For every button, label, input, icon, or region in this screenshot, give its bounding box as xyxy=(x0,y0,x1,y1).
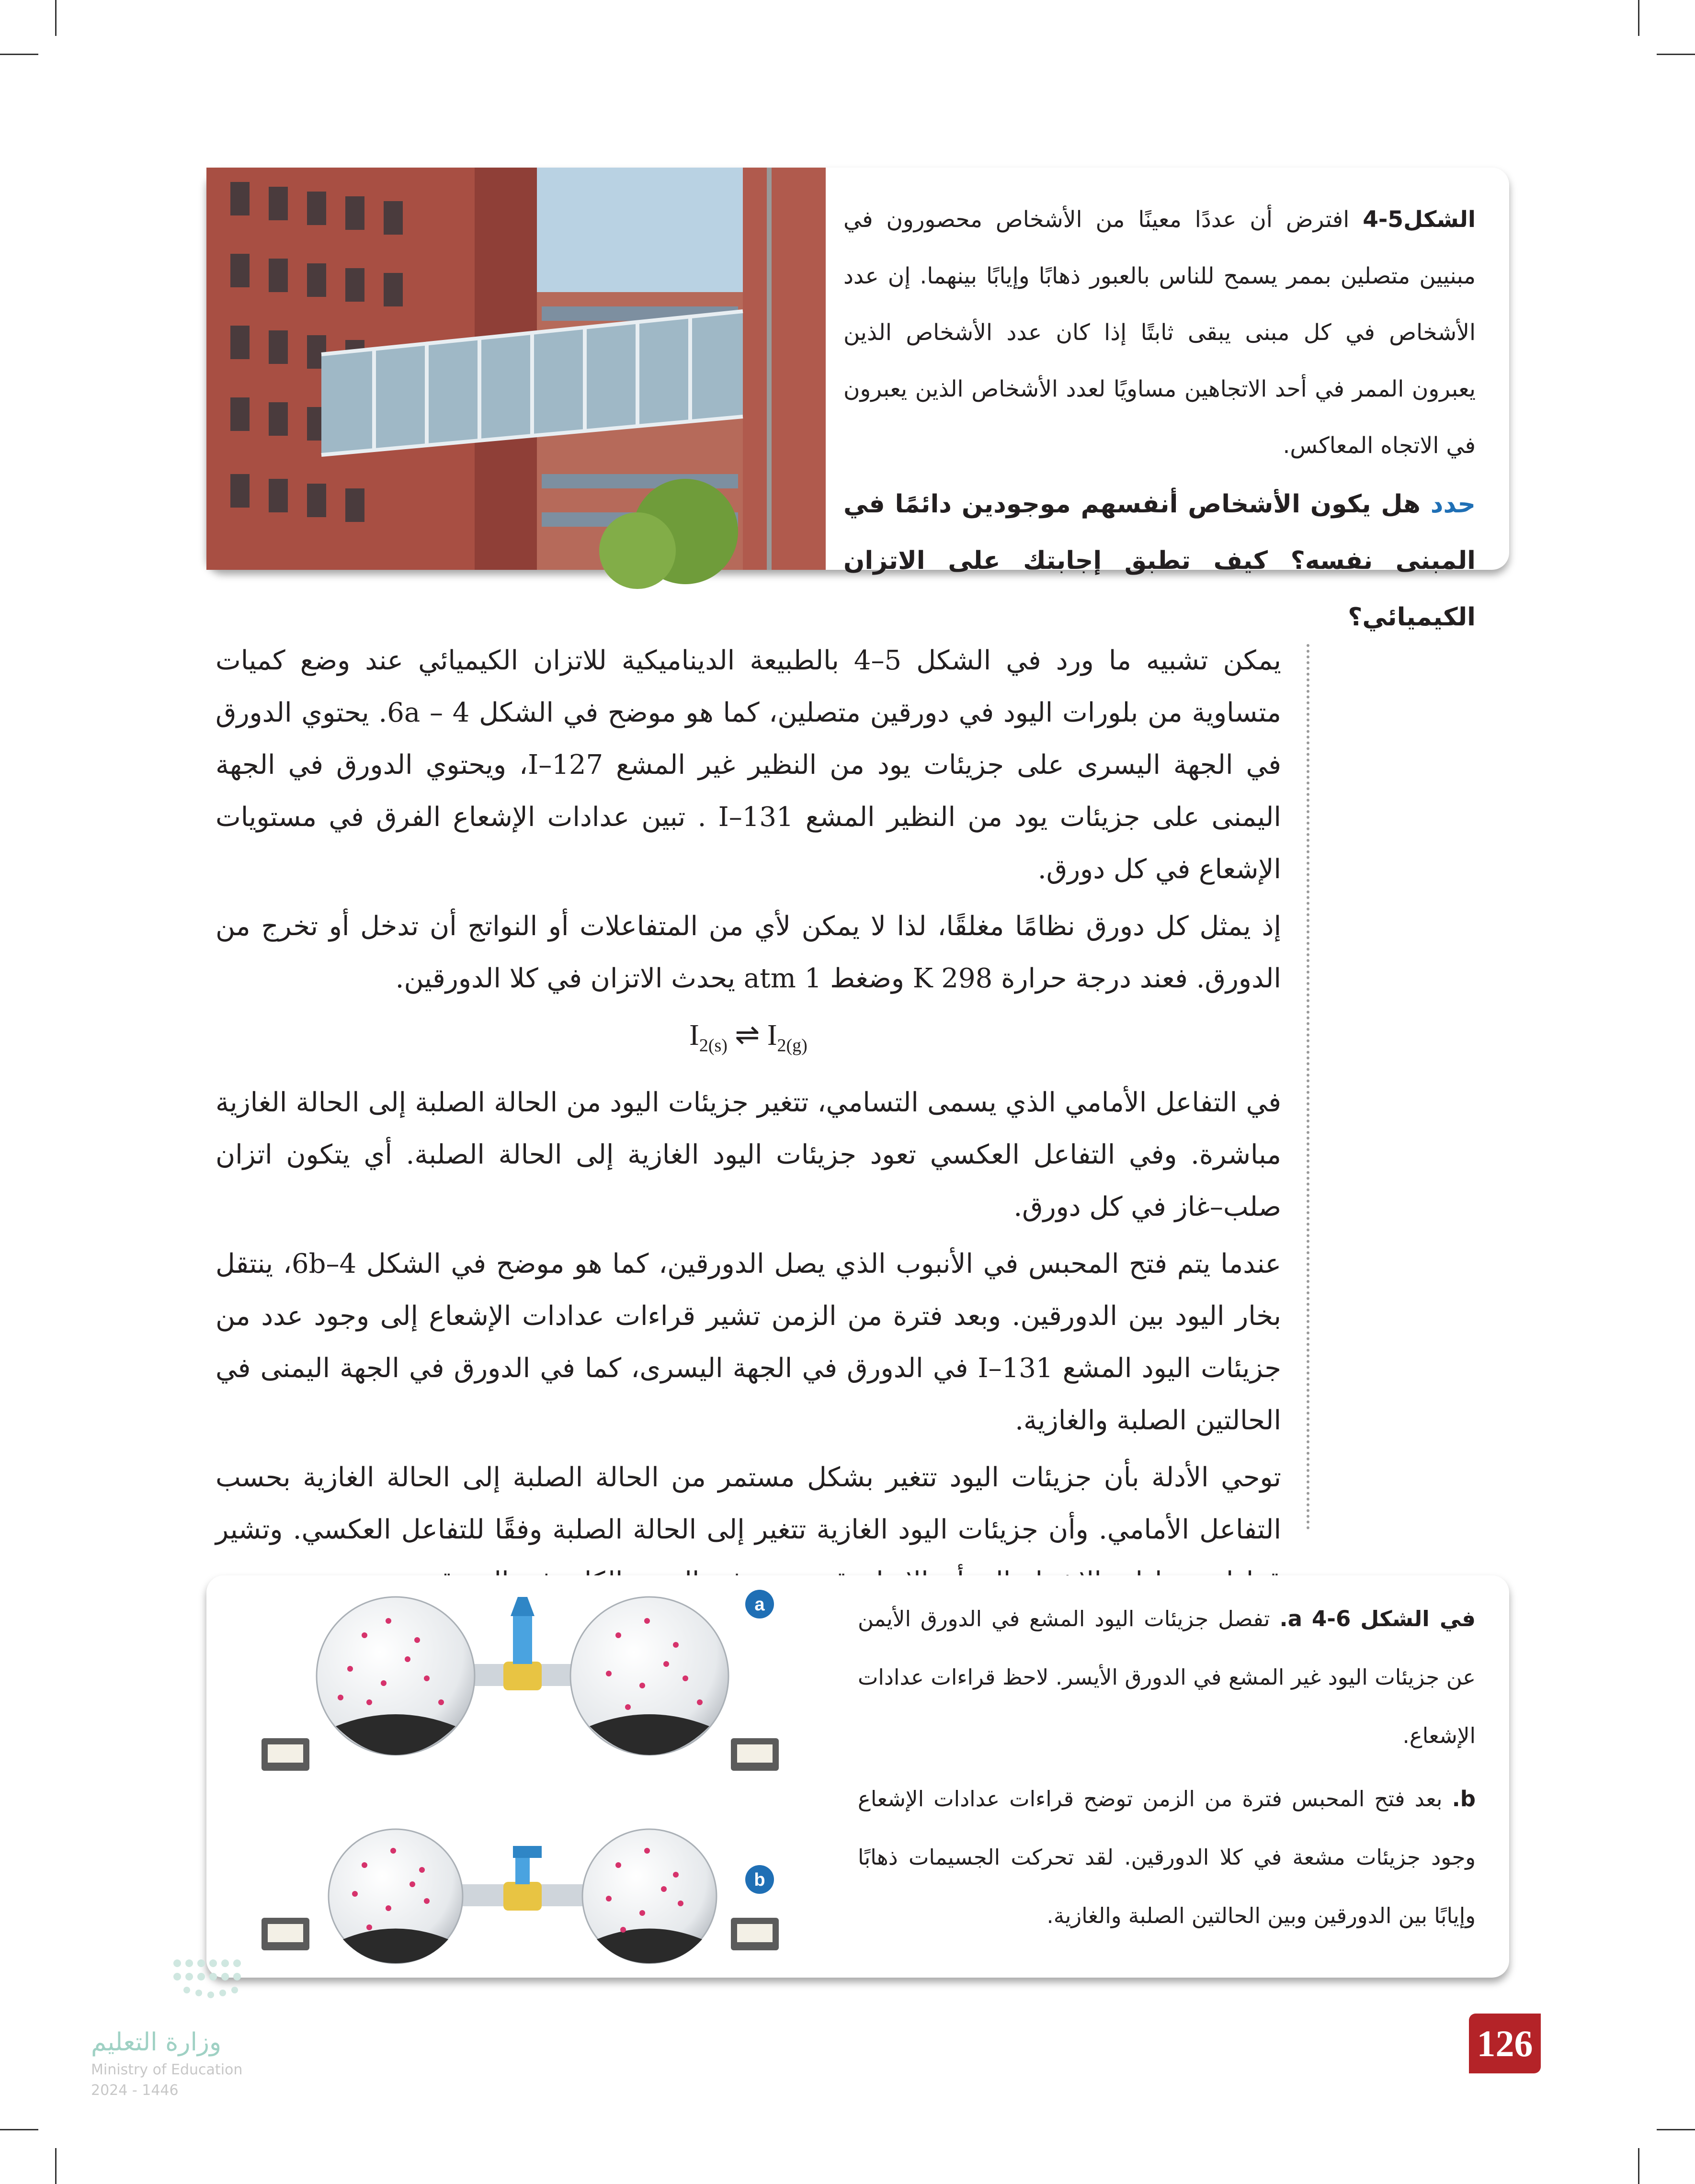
caption-a xyxy=(858,1590,1476,1765)
buildings-photo xyxy=(206,168,826,570)
caption-b xyxy=(858,1770,1476,1945)
ministry-logo xyxy=(91,1954,273,2107)
page-number: 126 xyxy=(1469,2014,1541,2073)
caption-text: افترض أن عددًا معينًا من الأشخاص محصورون في مبنيين متصلين بممر يسمح للناس بالعبور ذهابًا وإيابًا بينهما. إن عدد الأشخاص في كل مبنى يبقى ثابتًا إذا كان عدد الأشخاص الذين يعبرون الممر في أحد الاتجاهين مساويًا لعدد الأشخاص الذين يعبرون في الاتجاه المعاكس. xyxy=(843,206,1476,459)
question-verb: حدد xyxy=(1430,490,1476,519)
figure-6-4-caption xyxy=(858,1590,1476,1950)
crop-mark xyxy=(1657,2129,1695,2130)
eq-right: I xyxy=(767,1019,777,1052)
badge-b xyxy=(745,1865,774,1894)
crop-mark xyxy=(1638,2148,1639,2184)
part-a-label: a. xyxy=(1279,1606,1302,1631)
equilibrium-arrow: ⇌ xyxy=(735,1019,760,1052)
figure-5-4 xyxy=(206,168,1509,632)
flask-pair-a xyxy=(262,1597,779,1771)
ministry-name-en: Ministry of Education xyxy=(91,2061,243,2078)
badge-b-label: b xyxy=(754,1870,765,1890)
equation xyxy=(216,1009,1281,1072)
badge-a-label: a xyxy=(754,1595,765,1615)
paragraph: في التفاعل الأمامي الذي يسمى التسامي، تتغير جزيئات اليود من الحالة الصلبة إلى الحالة الغازية مباشرة. وفي التفاعل العكسي تعود جزيئات اليود الغازية إلى الحالة الصلبة. أي يتكون اتزان صلب–غاز في كل دورق. xyxy=(216,1087,1282,1223)
crop-mark xyxy=(1657,54,1695,55)
badge-a xyxy=(745,1590,774,1618)
part-b-label: b. xyxy=(1452,1786,1476,1811)
figure-question xyxy=(843,476,1476,645)
crop-mark xyxy=(55,2148,57,2184)
part-a-text: تفصل جزيئات اليود المشع في الدورق الأيمن عن جزيئات اليود غير المشع في الدورق الأيسر. لاحظ قراءات عدادات الإشعاع. xyxy=(858,1606,1476,1748)
figure-label: في الشكل xyxy=(1360,1606,1476,1631)
figure-6-4 xyxy=(206,1575,1509,1978)
eq-left: I xyxy=(689,1019,699,1052)
crop-mark xyxy=(1638,0,1639,36)
figure-5-4-caption xyxy=(843,192,1476,645)
eq-left-sub: 2(s) xyxy=(699,1035,728,1056)
main-text xyxy=(216,634,1281,1613)
dots-logo-icon xyxy=(91,1954,254,2011)
part-b-text: بعد فتح المحبس فترة من الزمن توضح قراءات عدادات الإشعاع وجود جزيئات مشعة في كلا الدورقين. لقد تحركت الجسيمات ذهابًا وإيابًا بين الدورقين وبين الحالتين الصلبة والغازية. xyxy=(858,1786,1476,1928)
crop-mark xyxy=(0,54,38,55)
flasks-illustration xyxy=(226,1583,819,1970)
figure-number: 5-4 xyxy=(1363,206,1404,233)
paragraph: إذ يمثل كل دورق نظامًا مغلقًا، لذا لا يمكن لأي من المتفاعلات أو النواتج أن تدخل أو تخرج من الدورق. فعند درجة حرارة 298 K وضغط 1 atm يحدث الاتزان في كلا الدورقين. xyxy=(216,911,1281,994)
crop-mark xyxy=(0,2129,38,2130)
ministry-name-ar: وزارة التعليم xyxy=(91,2028,222,2057)
question-text: هل يكون الأشخاص أنفسهم موجودين دائمًا في المبنى نفسه؟ كيف تطبق إجابتك على الاتزان الكيميائي؟ xyxy=(843,490,1476,632)
paragraph: يمكن تشبيه ما ورد في الشكل 5–4 بالطبيعة الديناميكية للاتزان الكيميائي عند وضع كميات متساوية من بلورات اليود في دورقين متصلين، كما هو موضح في الشكل 6a – 4. يحتوي الدورق في الجهة اليسرى على جزيئات يود من النظير غير المشع I–127، ويحتوي الدورق في الجهة اليمنى على جزيئات يود من النظير المشع I–131 . تبين عدادات الإشعاع الفرق في مستويات الإشعاع في كل دورق. xyxy=(216,645,1282,885)
eq-right-sub: 2(g) xyxy=(777,1035,808,1056)
figure-number: 6-4 xyxy=(1311,1606,1351,1631)
dotted-rule xyxy=(1307,644,1309,1530)
crop-mark xyxy=(55,0,57,36)
flask-pair-b xyxy=(262,1829,779,1963)
paragraph: عندما يتم فتح المحبس في الأنبوب الذي يصل الدورقين، كما هو موضح في الشكل 6b–4، ينتقل بخار اليود بين الدورقين. وبعد فترة من الزمن تشير قراءات عدادات الإشعاع إلى وجود عدد من جزيئات اليود المشع I–131 في الدورق في الجهة اليسرى، كما في الدورق في الجهة اليمنى في الحالتين الصلبة والغازية. xyxy=(216,1248,1282,1437)
edition-year: 2024 - 1446 xyxy=(91,2082,179,2099)
paragraph: توحي الأدلة بأن جزيئات اليود تتغير بشكل مستمر من الحالة الصلبة إلى الحالة الغازية بحسب التفاعل الأمامي. وأن جزيئات اليود الغازية تتغير إلى الحالة الصلبة وفقًا للتفاعل العكسي. وتشير xyxy=(216,1462,1281,1546)
figure-label: الشكل xyxy=(1403,206,1476,233)
